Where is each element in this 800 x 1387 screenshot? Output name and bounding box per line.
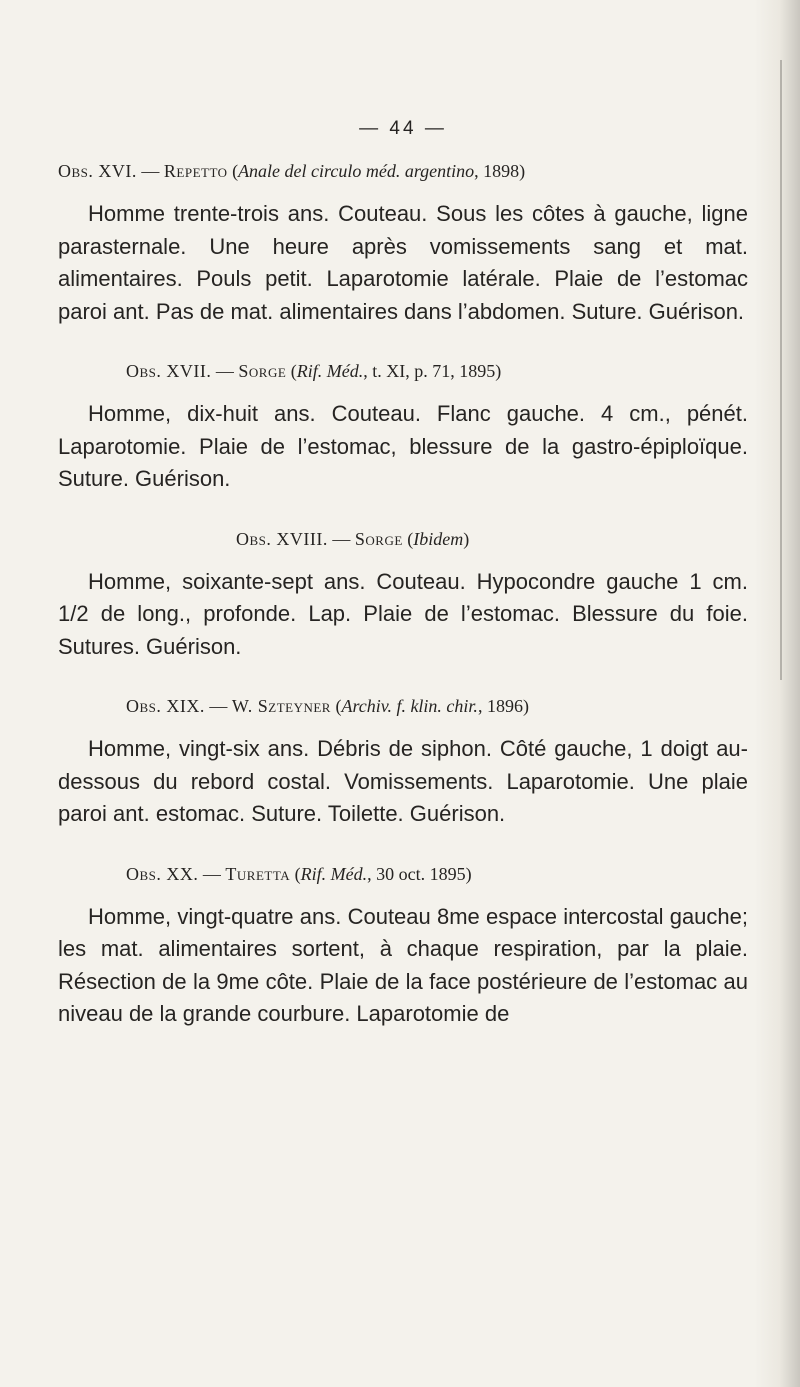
author-name: Repetto	[163, 161, 228, 181]
observation-heading	[58, 526, 748, 552]
heading-dash: —	[204, 696, 232, 716]
observation-heading	[58, 158, 748, 184]
author-name: W. Szteyner	[231, 696, 331, 716]
source-title: Ibidem	[413, 528, 464, 549]
source-details: )	[463, 528, 470, 549]
observation-label: Obs. XVIII.	[236, 528, 328, 549]
observation-text: Homme, vingt-six ans. Débris de siphon. Côté gauche, 1 doigt au-dessous du rebord costal. Vomissements. Laparotomie. Une plaie paroi ant. estomac. Suture. Toilette. Guérison.	[58, 736, 748, 826]
source-open: (	[286, 361, 297, 381]
observation-label: Obs. XX.	[126, 863, 199, 884]
observation-text: Homme, dix-huit ans. Couteau. Flanc gauche. 4 cm., pénét. Laparotomie. Plaie de l’estomac, blessure de la gastro-épiploïque. Suture. Guérison.	[58, 401, 748, 491]
heading-dash: —	[211, 361, 239, 381]
source-open: (	[402, 528, 414, 549]
page-edge-shadow	[754, 0, 800, 1387]
source-open: (	[290, 863, 301, 884]
source-title: Archiv. f. klin. chir.	[341, 696, 478, 716]
observation-18	[58, 526, 748, 664]
observation-label: Obs. XVI.	[58, 161, 137, 181]
observation-20	[58, 861, 748, 1031]
observation-heading	[58, 693, 748, 719]
observation-text: Homme, soixante-sept ans. Couteau. Hypocondre gauche 1 cm. 1/2 de long., profonde. Lap. Plaie de l’estomac. Blessure du foie. Sutures. Guérison.	[58, 568, 748, 659]
document-page	[58, 118, 748, 1061]
source-title: Anale del circulo méd. argentino	[238, 161, 475, 181]
source-open: (	[330, 696, 342, 716]
source-details: , t. XI, p. 71, 1895)	[363, 361, 502, 381]
observation-heading	[58, 358, 748, 384]
author-name: Sorge	[238, 361, 287, 381]
source-open: (	[227, 161, 239, 181]
author-name: Sorge	[354, 528, 403, 549]
heading-dash: —	[198, 863, 226, 884]
observation-heading	[58, 861, 748, 887]
page-number: — 44 —	[359, 118, 447, 139]
heading-dash: —	[136, 161, 164, 181]
observation-label: Obs. XIX.	[126, 696, 205, 716]
source-title: Rif. Méd.	[300, 863, 368, 884]
observation-16	[58, 158, 748, 328]
observation-text: Homme trente-trois ans. Couteau. Sous les côtes à gauche, ligne parasternale. Une heure après vomissements sang et mat. alimentaires. Pouls petit. Laparotomie latérale. Plaie de l’estomac paroi ant. Pas de mat. alimentaires dans l’abdomen. Suture. Guérison.	[58, 201, 748, 324]
binding-edge-line	[780, 60, 782, 680]
source-details: , 30 oct. 1895)	[367, 863, 472, 884]
heading-dash: —	[327, 528, 355, 549]
source-details: , 1896)	[477, 696, 529, 716]
observation-17	[58, 358, 748, 496]
author-name: Turetta	[225, 863, 291, 884]
source-title: Rif. Méd.	[296, 361, 364, 381]
observation-19	[58, 693, 748, 831]
source-details: , 1898)	[474, 161, 526, 181]
observation-text: Homme, vingt-quatre ans. Couteau 8me espace intercostal gauche; les mat. alimentaires sortent, à chaque respiration, par la plaie. Résection de la 9me côte. Plaie de la face postérieure de l’estomac au niveau de la grande courbure. Laparotomie de	[58, 903, 748, 1026]
observation-label: Obs. XVII.	[126, 361, 212, 381]
